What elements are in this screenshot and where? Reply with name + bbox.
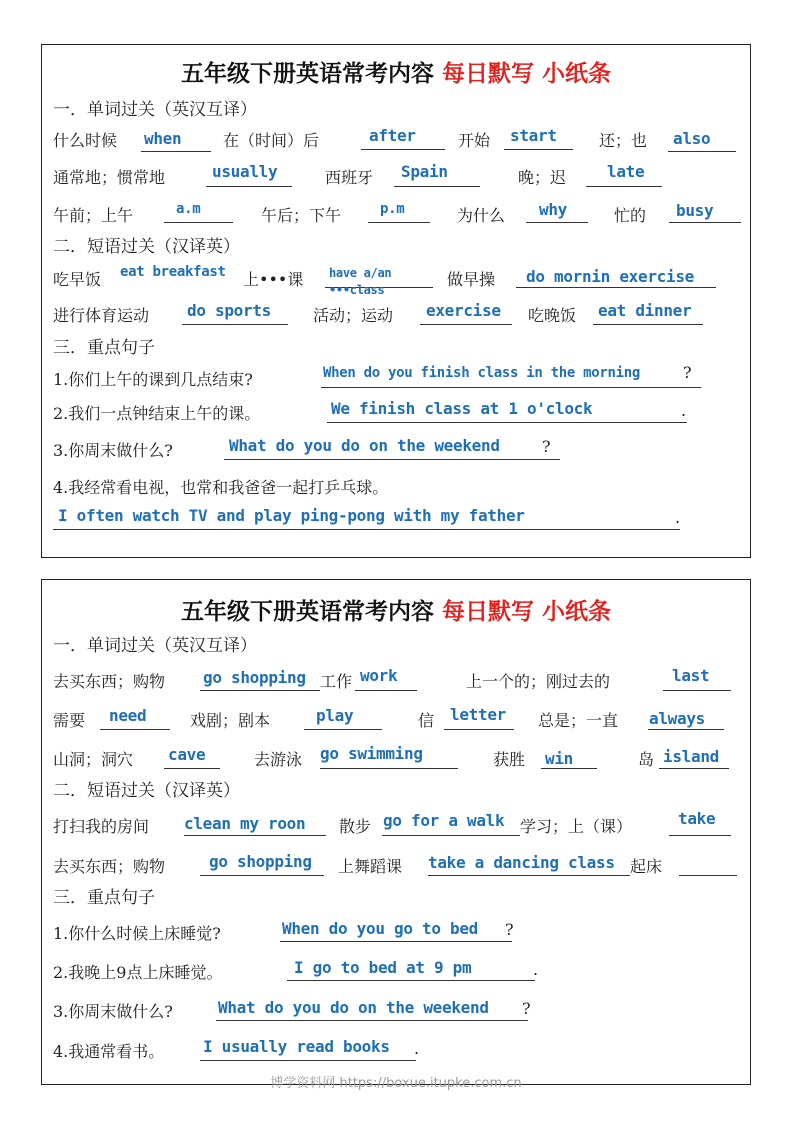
card-title xyxy=(42,593,750,626)
section-heading-phrases: 二．短语过关（汉译英） xyxy=(53,237,240,257)
sentence-end-mark: . xyxy=(414,1039,420,1058)
answer-text: island xyxy=(663,747,719,766)
phrase-label: 做早操 xyxy=(447,270,496,289)
word-label: 信 xyxy=(418,711,435,730)
answer-text: why xyxy=(539,200,567,219)
section-heading-words: 一．单词过关（英汉互译） xyxy=(53,636,257,656)
phrase-label: 活动；运动 xyxy=(313,306,394,325)
sentence-prompt: 1.你什么时候上床睡觉? xyxy=(53,924,221,943)
answer-text: busy xyxy=(676,201,714,220)
phrase-label: 散步 xyxy=(339,817,372,836)
answer-text: clean my roon xyxy=(184,814,306,833)
answer-text: do mornin exercise xyxy=(526,267,694,286)
phrase-label: 打扫我的房间 xyxy=(53,817,150,836)
phrase-label: 去买东西；购物 xyxy=(53,857,166,876)
section-heading-phrases: 二．短语过关（汉译英） xyxy=(53,781,240,801)
phrase-label: 上舞蹈课 xyxy=(338,857,403,876)
section-heading-sentences: 三．重点句子 xyxy=(53,338,155,358)
answer-text: start xyxy=(510,126,557,145)
answer-text-line1: have a/an xyxy=(329,266,392,280)
sentence-end-mark: . xyxy=(675,508,681,527)
answer-text: need xyxy=(109,706,147,725)
answer-text: late xyxy=(607,162,645,181)
answer-text: cave xyxy=(168,745,206,764)
word-label: 开始 xyxy=(458,131,491,150)
sentence-end-mark: . xyxy=(681,401,687,420)
word-label: 去买东西；购物 xyxy=(53,672,166,691)
sentence-prompt: 2.我们一点钟结束上午的课。 xyxy=(53,404,261,423)
footer-watermark: 博学资料网 https://boxue.itupke.com.cn xyxy=(270,1076,522,1091)
answer-text: go shopping xyxy=(203,668,306,687)
answer-text: Spain xyxy=(401,162,448,181)
word-label: 总是；一直 xyxy=(538,711,619,730)
answer-text: go shopping xyxy=(209,852,312,871)
section-heading-words: 一．单词过关（英汉互译） xyxy=(53,100,257,120)
answer-text: When do you finish class in the morning xyxy=(323,365,641,381)
sentence-end-mark: ? xyxy=(683,363,692,382)
sentence-prompt: 1.你们上午的课到几点结束? xyxy=(53,370,253,389)
word-label: 在（时间）后 xyxy=(223,131,320,150)
answer-text: What do you do on the weekend xyxy=(218,998,489,1017)
sentence-end-mark: ? xyxy=(542,437,551,456)
phrase-label: 吃早饭 xyxy=(53,270,102,289)
worksheet-card-2 xyxy=(41,579,751,1085)
word-label: 为什么 xyxy=(457,206,506,225)
answer-text: a.m xyxy=(176,201,201,217)
card-title xyxy=(42,55,750,88)
word-label: 午前；上午 xyxy=(53,206,134,225)
answer-text: I usually read books xyxy=(203,1037,390,1056)
title-highlight: 每日默写 小纸条 xyxy=(442,599,612,625)
answer-text: When do you go to bed xyxy=(282,919,478,938)
word-label: 午后；下午 xyxy=(261,206,342,225)
word-label: 还；也 xyxy=(599,131,648,150)
title-highlight: 每日默写 小纸条 xyxy=(442,61,612,87)
answer-text: work xyxy=(360,666,398,685)
word-label: 晚；迟 xyxy=(518,168,567,187)
word-label: 通常地；惯常地 xyxy=(53,168,166,187)
word-label: 什么时候 xyxy=(53,131,118,150)
sentence-end-mark: ? xyxy=(505,920,514,939)
answer-blank xyxy=(679,849,737,876)
answer-text: I often watch TV and play ping-pong with my father xyxy=(58,506,525,525)
word-label: 戏剧；剧本 xyxy=(190,711,271,730)
word-label: 忙的 xyxy=(614,206,647,225)
answer-text: take xyxy=(678,809,716,828)
phrase-label: 进行体育运动 xyxy=(53,306,150,325)
answer-text: go swimming xyxy=(320,744,423,763)
sentence-end-mark: ? xyxy=(522,999,531,1018)
answer-text: p.m xyxy=(380,201,405,217)
answer-text: eat dinner xyxy=(598,301,692,320)
word-label: 工作 xyxy=(320,672,353,691)
answer-text: go for a walk xyxy=(383,811,505,830)
word-label: 上一个的；刚过去的 xyxy=(466,672,611,691)
worksheet-card-1 xyxy=(41,44,751,558)
word-label: 获胜 xyxy=(493,750,526,769)
answer-text: always xyxy=(649,709,705,728)
answer-text: after xyxy=(369,126,416,145)
title-main: 五年级下册英语常考内容 xyxy=(180,61,434,87)
answer-text: take a dancing class xyxy=(428,853,615,872)
answer-text: letter xyxy=(450,705,506,724)
title-main: 五年级下册英语常考内容 xyxy=(180,599,434,625)
answer-text: do sports xyxy=(187,301,271,320)
section-heading-sentences: 三．重点句子 xyxy=(53,888,155,908)
sentence-prompt: 3.你周末做什么? xyxy=(53,1002,173,1021)
answer-text: play xyxy=(316,706,354,725)
phrase-label: 上•••课 xyxy=(243,270,304,289)
answer-text: also xyxy=(673,129,711,148)
answer-text: What do you do on the weekend xyxy=(229,436,500,455)
answer-text-line2: •••class xyxy=(329,283,385,297)
answer-text: when xyxy=(144,129,182,148)
sentence-prompt: 3.你周末做什么? xyxy=(53,441,173,460)
phrase-label: 起床 xyxy=(630,857,663,876)
sentence-prompt: 4.我经常看电视，也常和我爸爸一起打乒乓球。 xyxy=(53,478,389,497)
word-label: 西班牙 xyxy=(325,168,374,187)
phrase-label: 吃晚饭 xyxy=(528,306,577,325)
word-label: 需要 xyxy=(53,711,86,730)
answer-text: exercise xyxy=(426,301,501,320)
sentence-end-mark: . xyxy=(533,960,539,979)
sentence-prompt: 4.我通常看书。 xyxy=(53,1042,165,1061)
answer-text: I go to bed at 9 pm xyxy=(294,958,472,977)
word-label: 岛 xyxy=(638,750,655,769)
answer-text: last xyxy=(672,666,710,685)
answer-text: usually xyxy=(212,162,278,181)
word-label: 山洞；洞穴 xyxy=(53,750,134,769)
answer-text: We finish class at 1 o'clock xyxy=(331,399,593,418)
word-label: 去游泳 xyxy=(254,750,303,769)
sentence-prompt: 2.我晚上9点上床睡觉。 xyxy=(53,963,223,982)
answer-text: eat breakfast xyxy=(120,264,226,280)
answer-text: win xyxy=(545,749,573,768)
phrase-label: 学习；上（课） xyxy=(520,817,633,836)
